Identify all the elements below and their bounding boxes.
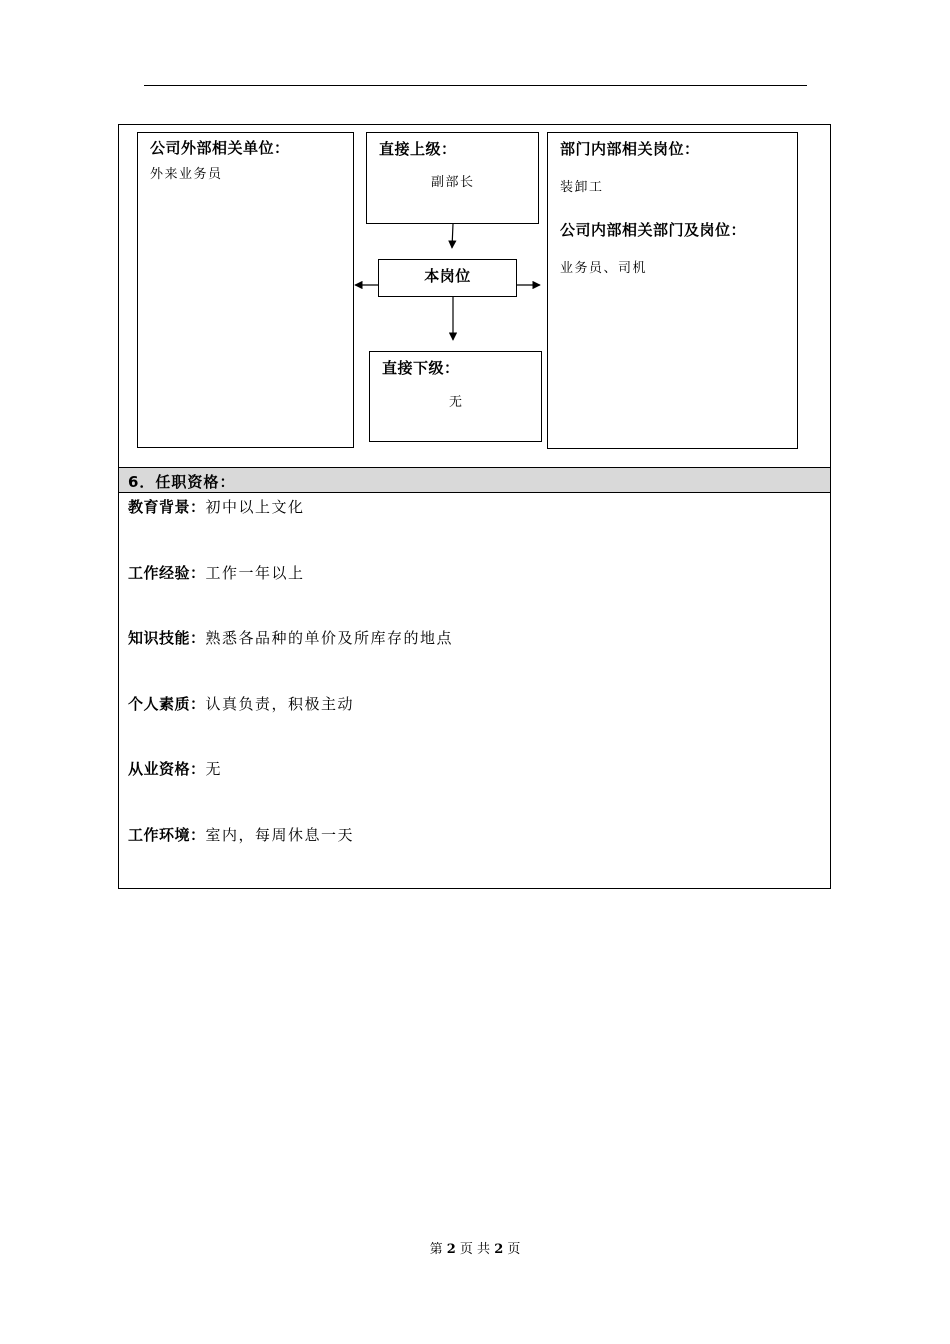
qual-label: 教育背景： bbox=[128, 498, 206, 516]
dept-internal-title: 部门内部相关岗位： bbox=[560, 140, 700, 158]
qual-label: 个人素质： bbox=[128, 695, 206, 713]
external-units-items: 外来业务员 bbox=[150, 167, 223, 182]
qualifications-section-header bbox=[119, 467, 830, 493]
qual-row bbox=[128, 824, 354, 845]
qual-value: 认真负责，积极主动 bbox=[205, 695, 355, 713]
subordinate-title: 直接下级： bbox=[382, 359, 460, 377]
qual-value: 室内，每周休息一天 bbox=[205, 826, 355, 844]
page-footer bbox=[0, 1238, 950, 1257]
total-page-count: 2 bbox=[494, 1242, 504, 1257]
footer-prefix: 第 bbox=[429, 1242, 443, 1257]
arrow-superior-to-position bbox=[452, 224, 453, 248]
superior-value: 副部长 bbox=[431, 175, 475, 190]
header-rule bbox=[144, 85, 807, 86]
qual-row bbox=[128, 693, 354, 714]
external-units-title: 公司外部相关单位： bbox=[150, 139, 290, 157]
dept-internal-items: 装卸工 bbox=[560, 180, 604, 195]
qual-label: 工作环境： bbox=[128, 826, 206, 844]
job-description-table bbox=[118, 124, 831, 889]
qual-row bbox=[128, 627, 453, 648]
qualifications-section-title: 6．任职资格： bbox=[128, 473, 236, 491]
this-position-title: 本岗位 bbox=[424, 267, 471, 285]
qual-value: 初中以上文化 bbox=[205, 498, 305, 516]
qual-label: 知识技能： bbox=[128, 629, 206, 647]
qual-row bbox=[128, 562, 305, 583]
subordinate-value: 无 bbox=[449, 395, 464, 410]
qual-row bbox=[128, 758, 222, 779]
current-page-number: 2 bbox=[446, 1242, 456, 1257]
company-internal-items: 业务员、司机 bbox=[560, 261, 648, 276]
qual-value: 熟悉各品种的单价及所库存的地点 bbox=[205, 629, 454, 647]
company-internal-title: 公司内部相关部门及岗位： bbox=[560, 221, 747, 239]
qual-value: 无 bbox=[205, 760, 223, 778]
superior-title: 直接上级： bbox=[379, 140, 457, 158]
footer-suffix: 页 bbox=[507, 1242, 521, 1257]
qual-row bbox=[128, 496, 305, 517]
qual-value: 工作一年以上 bbox=[205, 564, 305, 582]
qual-label: 工作经验： bbox=[128, 564, 206, 582]
footer-middle: 页 共 bbox=[459, 1242, 491, 1257]
org-chart-connectors bbox=[119, 125, 832, 465]
qual-label: 从业资格： bbox=[128, 760, 206, 778]
